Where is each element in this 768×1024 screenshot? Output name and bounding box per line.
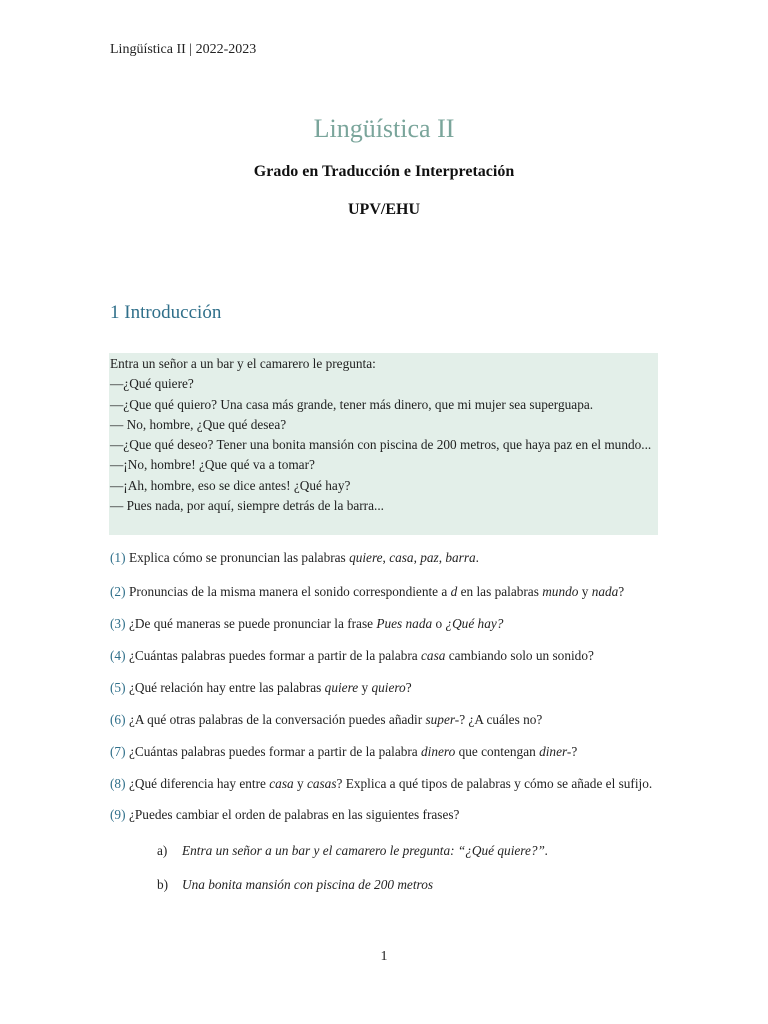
question-text: quiere <box>324 680 359 695</box>
question-number: (1) <box>110 550 126 565</box>
question-item <box>110 647 658 665</box>
sub-list-item <box>110 842 658 860</box>
question-text: ? <box>405 680 412 695</box>
question-text: ¿Cuántas palabras puedes formar a partir de la palabra <box>129 648 422 663</box>
question-number: (4) <box>110 648 126 663</box>
dialogue-line: — Pues nada, por aquí, siempre detrás de la barra... <box>110 498 384 514</box>
question-number: (9) <box>110 807 126 822</box>
question-text: , <box>438 550 446 565</box>
running-head: Lingüística II | 2022-2023 <box>110 42 257 57</box>
question-text: Explica cómo se pronuncian las palabras <box>129 550 350 565</box>
section-heading: 1 Introducción <box>110 302 222 323</box>
question-item <box>110 743 658 761</box>
question-text: casa <box>421 648 446 663</box>
question-text: ? Explica a qué tipos de palabras y cómo se añade el sufijo. <box>336 776 653 791</box>
question-text: casa <box>269 776 294 791</box>
question-item <box>110 806 658 824</box>
question-item <box>110 679 658 697</box>
question-text: quiere <box>349 550 383 565</box>
document-subtitle-degree: Grado en Traducción e Interpretación <box>253 163 515 180</box>
document-subtitle-university: UPV/EHU <box>348 201 420 218</box>
question-text: y <box>358 680 372 695</box>
question-list <box>110 549 658 894</box>
question-text: dinero <box>421 744 456 759</box>
question-text: diner- <box>539 744 572 759</box>
dialogue-line: —¿Que qué deseo? Tener una bonita mansión con piscina de 200 metros, que haya paz en el mundo... <box>110 437 652 453</box>
question-item <box>110 583 658 601</box>
question-text: casas <box>306 776 337 791</box>
question-number: (3) <box>110 616 126 631</box>
dialogue-line: —¡No, hombre! ¿Que qué va a tomar? <box>110 457 315 473</box>
question-item <box>110 775 658 793</box>
question-text: que contengan <box>455 744 540 759</box>
dialogue-line: Entra un señor a un bar y el camarero le pregunta: <box>110 356 376 371</box>
question-text: cambiando solo un sonido? <box>445 648 594 663</box>
question-text: mundo <box>542 584 579 599</box>
question-text: . <box>475 550 479 565</box>
sub-item-letter: b) <box>157 877 169 892</box>
question-number: (8) <box>110 776 126 791</box>
question-text: quiero <box>371 680 406 695</box>
question-text: barra <box>445 550 476 565</box>
question-text: ? <box>571 744 578 759</box>
dialogue-line: —¿Qué quiere? <box>110 376 194 392</box>
question-text: casa <box>389 550 414 565</box>
question-text: ¿De qué maneras se puede pronunciar la frase <box>129 616 377 631</box>
sub-item-text: Una bonita mansión con piscina de 200 metros <box>182 877 434 892</box>
question-text: nada <box>591 584 619 599</box>
question-text: Pronuncias de la misma manera el sonido correspondiente a <box>129 584 451 599</box>
question-text: super- <box>425 712 460 727</box>
question-text: ? <box>618 584 625 599</box>
dialogue-line: —¡Ah, hombre, eso se dice antes! ¿Qué hay? <box>110 477 351 493</box>
question-text: en las palabras <box>457 584 543 599</box>
question-text: o <box>432 616 446 631</box>
document-title: Lingüística II <box>313 114 455 143</box>
question-text: ¿Cuántas palabras puedes formar a partir de la palabra <box>129 744 422 759</box>
question-text: y <box>578 584 592 599</box>
question-text: d <box>450 584 458 599</box>
question-number: (5) <box>110 680 126 695</box>
question-number: (7) <box>110 744 126 759</box>
sub-item-text: Entra un señor a un bar y el camarero le pregunta: “¿Qué quiere?”. <box>182 843 549 858</box>
question-text: ¿Puedes cambiar el orden de palabras en las siguientes frases? <box>129 807 460 822</box>
question-text: ¿Qué relación hay entre las palabras <box>129 680 325 695</box>
question-item <box>110 549 658 567</box>
page-number: 1 <box>380 949 388 964</box>
question-text: Pues nada <box>376 616 433 631</box>
question-text: ? ¿A cuáles no? <box>459 712 543 727</box>
question-item <box>110 615 658 633</box>
dialogue-line: — No, hombre, ¿Que qué desea? <box>110 416 287 432</box>
question-item <box>110 711 658 729</box>
question-number: (6) <box>110 712 126 727</box>
question-text: paz <box>420 550 439 565</box>
dialogue-line: —¿Que qué quiero? Una casa más grande, tener más dinero, que mi mujer sea superguapa. <box>110 396 594 412</box>
question-text: ¿A qué otras palabras de la conversación puedes añadir <box>129 712 426 727</box>
question-text: y <box>293 776 307 791</box>
question-text: ¿Qué hay? <box>445 616 504 631</box>
question-text: , <box>382 550 390 565</box>
question-text: ¿Qué diferencia hay entre <box>129 776 270 791</box>
question-number: (2) <box>110 584 126 599</box>
question-text: , <box>413 550 421 565</box>
sub-item-letter: a) <box>157 843 168 858</box>
dialogue-box <box>109 353 658 535</box>
sub-list-item <box>110 876 658 894</box>
